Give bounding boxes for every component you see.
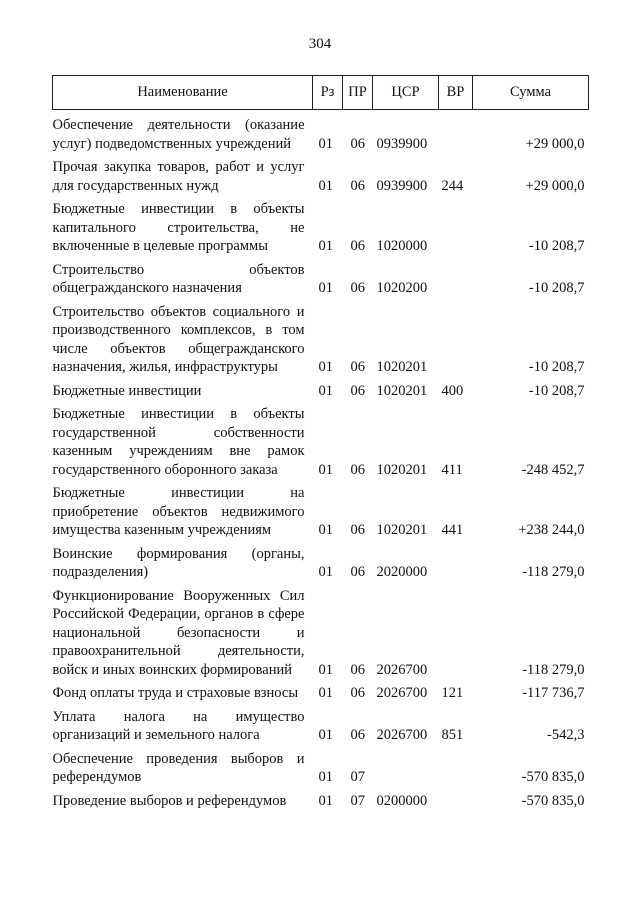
table-row — [53, 301, 589, 380]
row-rz: 01 — [318, 769, 333, 785]
header-sum: Сумма — [473, 76, 589, 110]
row-name: Прочая закупка товаров, работ и услуг для государственных нужд — [52, 159, 305, 194]
row-rz: 01 — [318, 280, 333, 296]
row-pr: 06 — [350, 461, 365, 478]
row-pr: 06 — [350, 564, 365, 580]
row-csr: 1020201 — [376, 461, 428, 478]
table-body — [53, 110, 589, 814]
table-row — [53, 790, 589, 814]
row-rz: 01 — [318, 522, 333, 538]
row-vr: 244 — [441, 177, 464, 194]
row-csr: 1020200 — [376, 280, 428, 296]
header-row — [53, 76, 589, 110]
row-pr: 06 — [350, 661, 365, 678]
row-name: Строительство объектов социального и производственного комплексов, в том числе объектов общегражданского назначения, жилья, инфраструктуры — [52, 303, 305, 375]
row-sum: -10 208,7 — [528, 359, 585, 375]
row-csr: 0939900 — [376, 177, 428, 194]
row-sum: -542,3 — [547, 727, 585, 743]
row-name: Бюджетные инвестиции на приобретение объектов недвижимого имущества казенным учреждениям — [52, 485, 305, 538]
row-csr — [373, 748, 439, 790]
row-sum: -10 208,7 — [528, 280, 585, 296]
row-name: Функционирование Вооруженных Сил Российской Федерации, органов в сфере национальной безопасности и правоохранительной деятельности, войск и иных воинских формирований — [52, 587, 305, 678]
row-pr: 06 — [350, 280, 365, 296]
row-name: Обеспечение проведения выборов и референдумов — [52, 750, 305, 785]
row-pr: 06 — [350, 135, 365, 152]
row-sum: +238 244,0 — [518, 522, 585, 538]
row-vr: 411 — [441, 461, 463, 478]
row-rz: 01 — [318, 359, 333, 375]
row-name: Уплата налога на имущество организаций и земельного налога — [52, 708, 305, 743]
row-rz: 01 — [318, 238, 333, 254]
row-sum: -10 208,7 — [528, 382, 585, 399]
budget-table — [52, 75, 589, 813]
table-row — [53, 748, 589, 790]
row-rz: 01 — [318, 135, 333, 152]
row-name: Строительство объектов общегражданского назначения — [52, 261, 305, 296]
row-name: Проведение выборов и референдумов — [52, 792, 287, 809]
row-rz: 01 — [318, 792, 333, 809]
row-pr: 07 — [350, 769, 365, 785]
row-csr: 2020000 — [376, 564, 428, 580]
row-csr: 0200000 — [376, 792, 428, 809]
row-pr: 06 — [350, 685, 365, 701]
row-csr: 2026700 — [376, 727, 428, 743]
row-vr: 121 — [441, 685, 464, 701]
table-row — [53, 482, 589, 543]
table-row — [53, 543, 589, 585]
row-sum: -118 279,0 — [522, 564, 585, 580]
header-name: Наименование — [53, 76, 313, 110]
row-csr: 1020201 — [376, 382, 428, 399]
table-row — [53, 706, 589, 748]
page-number: 304 — [308, 36, 332, 52]
row-pr: 06 — [350, 359, 365, 375]
table-row — [53, 110, 589, 157]
row-vr — [439, 585, 473, 683]
row-vr: 441 — [441, 522, 464, 538]
header-vr: ВР — [439, 76, 473, 110]
row-vr: 400 — [441, 382, 464, 399]
table-row — [53, 259, 589, 301]
row-pr: 06 — [350, 177, 365, 194]
table-row — [53, 198, 589, 259]
row-name: Обеспечение деятельности (оказание услуг) подведомственных учреждений — [52, 117, 305, 152]
row-name: Бюджетные инвестиции в объекты капитального строительства, не включенные в целевые программы — [52, 201, 305, 254]
row-vr — [439, 110, 473, 157]
table-row — [53, 380, 589, 404]
row-pr: 06 — [350, 238, 365, 254]
row-name: Бюджетные инвестиции — [52, 382, 202, 399]
row-vr — [439, 198, 473, 259]
row-vr — [439, 543, 473, 585]
row-name: Бюджетные инвестиции в объекты государственной собственности казенным учреждениям вне рамок государственного оборонного заказа — [52, 406, 305, 478]
row-sum: -570 835,0 — [521, 769, 585, 785]
row-vr — [439, 790, 473, 814]
row-csr: 1020201 — [376, 522, 428, 538]
row-pr: 06 — [350, 382, 365, 399]
row-sum: -570 835,0 — [521, 792, 585, 809]
table-row — [53, 682, 589, 706]
row-sum: -118 279,0 — [522, 661, 585, 678]
row-pr: 06 — [350, 727, 365, 743]
table-row — [53, 156, 589, 198]
row-pr: 07 — [350, 792, 365, 809]
row-csr: 1020201 — [376, 359, 428, 375]
row-vr — [439, 259, 473, 301]
row-name: Фонд оплаты труда и страховые взносы — [52, 685, 299, 701]
row-vr: 851 — [441, 727, 464, 743]
row-rz: 01 — [318, 382, 333, 399]
row-sum: +29 000,0 — [525, 135, 585, 152]
row-name: Воинские формирования (органы, подразделения) — [52, 545, 305, 580]
row-sum: -248 452,7 — [521, 461, 585, 478]
row-sum: -117 736,7 — [522, 685, 585, 701]
row-vr — [439, 301, 473, 380]
row-pr: 06 — [350, 522, 365, 538]
row-rz: 01 — [318, 177, 333, 194]
row-rz: 01 — [318, 661, 333, 678]
table-header — [53, 76, 589, 110]
header-rz: Рз — [313, 76, 343, 110]
row-rz: 01 — [318, 685, 333, 701]
row-csr: 2026700 — [376, 661, 428, 678]
row-sum: +29 000,0 — [525, 177, 585, 194]
table-row — [53, 403, 589, 482]
row-vr — [439, 748, 473, 790]
header-pr: ПР — [343, 76, 373, 110]
header-csr: ЦСР — [373, 76, 439, 110]
row-sum: -10 208,7 — [528, 238, 585, 254]
row-rz: 01 — [318, 727, 333, 743]
row-csr: 0939900 — [376, 135, 428, 152]
table-row — [53, 585, 589, 683]
row-rz: 01 — [318, 564, 333, 580]
row-rz: 01 — [318, 461, 333, 478]
row-csr: 2026700 — [376, 685, 428, 701]
row-csr: 1020000 — [376, 238, 428, 254]
